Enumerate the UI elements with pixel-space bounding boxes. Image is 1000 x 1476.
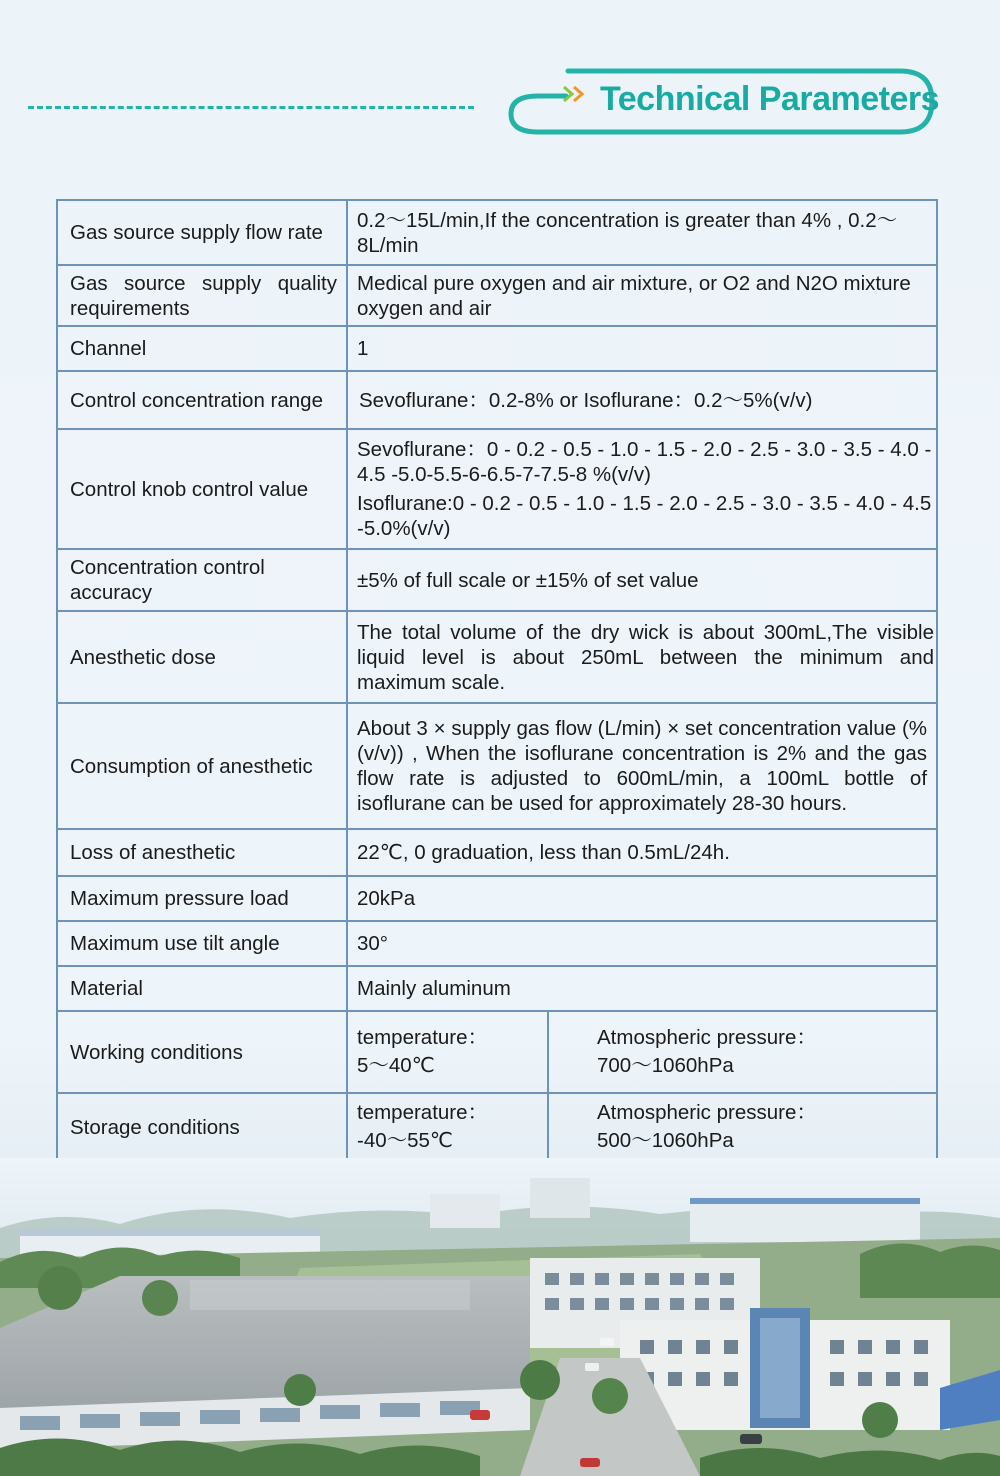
temperature-cell — [347, 1093, 548, 1161]
page-title: Technical Parameters — [600, 80, 939, 118]
table-row — [57, 326, 937, 371]
spec-label: Material — [57, 966, 347, 1011]
table-row — [57, 549, 937, 611]
spec-value: Mainly aluminum — [347, 966, 937, 1011]
condition-label: Working conditions — [57, 1011, 347, 1093]
table-row — [57, 265, 937, 326]
spec-value: About 3 × supply gas flow (L/min) × set concentration value (%(v/v)) , When the isoflurane concentration is 2% and the gas flow rate is adjusted to 600mL/min, a 100mL bottle of isoflurane can be used for approximately 28-30 hours. — [347, 703, 937, 829]
spec-value: Medical pure oxygen and air mixture, or O2 and N2O mixture oxygen and air — [347, 265, 937, 326]
pressure-cell — [548, 1093, 937, 1161]
table-row — [57, 371, 937, 429]
spec-value: The total volume of the dry wick is about 300mL,The visible liquid level is about 250mL between the minimum and maximum scale. — [347, 611, 937, 703]
table-row — [57, 829, 937, 876]
table-row — [57, 1011, 937, 1093]
table-row — [57, 611, 937, 703]
pressure-cell — [548, 1011, 937, 1093]
table-row — [57, 703, 937, 829]
spec-value: Sevoflurane：0 - 0.2 - 0.5 - 1.0 - 1.5 - 2.0 - 2.5 - 3.0 - 3.5 - 4.0 - 4.5 -5.0-5.5-6-6.5-7-7.5-8 %(v/v) — [357, 438, 932, 486]
pressure-label: Atmospheric pressure： — [597, 1026, 817, 1049]
factory-aerial-photo — [0, 1158, 1000, 1476]
spec-value-group — [347, 429, 937, 549]
spec-value: 0.2～15L/min,If the concentration is greater than 4% , 0.2～8L/min — [347, 200, 937, 265]
pressure-value: 500～1060hPa — [597, 1129, 734, 1152]
spec-value: 20kPa — [347, 876, 937, 921]
pressure-value: 700～1060hPa — [597, 1054, 734, 1077]
spec-label: Anesthetic dose — [57, 611, 347, 703]
table-row — [57, 200, 937, 265]
spec-value: ±5% of full scale or ±15% of set value — [347, 549, 937, 611]
spec-value-secondary: Isoflurane:0 - 0.2 - 0.5 - 1.0 - 1.5 - 2.0 - 2.5 - 3.0 - 3.5 - 4.0 - 4.5 -5.0%(v/v) — [357, 492, 932, 540]
pressure-label: Atmospheric pressure： — [597, 1101, 817, 1124]
table-row — [57, 921, 937, 966]
spec-label: Control knob control value — [57, 429, 347, 549]
temperature-label: temperature： — [357, 1026, 489, 1049]
spec-value: 1 — [347, 326, 937, 371]
spec-label: Maximum use tilt angle — [57, 921, 347, 966]
double-chevron-icon — [560, 84, 600, 104]
spec-label: Concentration control accuracy — [57, 549, 347, 611]
temperature-value: -40～55℃ — [357, 1129, 453, 1152]
table-row — [57, 876, 937, 921]
temperature-label: temperature： — [357, 1101, 489, 1124]
section-title-badge — [508, 66, 939, 136]
technical-parameters-table — [56, 199, 938, 1162]
spec-label: Consumption of anesthetic — [57, 703, 347, 829]
table-row — [57, 429, 937, 549]
factory-illustration — [0, 1158, 1000, 1476]
table-row — [57, 966, 937, 1011]
spec-label: Gas source supply flow rate — [57, 200, 347, 265]
temperature-value: 5～40℃ — [357, 1054, 435, 1077]
spec-label: Gas source supply quality requirements — [57, 265, 347, 326]
temperature-cell — [347, 1011, 548, 1093]
spec-value: 30° — [347, 921, 937, 966]
condition-label: Storage conditions — [57, 1093, 347, 1161]
spec-label: Maximum pressure load — [57, 876, 347, 921]
spec-label: Control concentration range — [57, 371, 347, 429]
spec-value: Sevoflurane：0.2-8% or Isoflurane：0.2～5%(v/v) — [347, 371, 937, 429]
table-row — [57, 1093, 937, 1161]
spec-value: 22℃, 0 graduation, less than 0.5mL/24h. — [347, 829, 937, 876]
spec-label: Channel — [57, 326, 347, 371]
spec-label: Loss of anesthetic — [57, 829, 347, 876]
decorative-dashed-line — [28, 106, 474, 109]
